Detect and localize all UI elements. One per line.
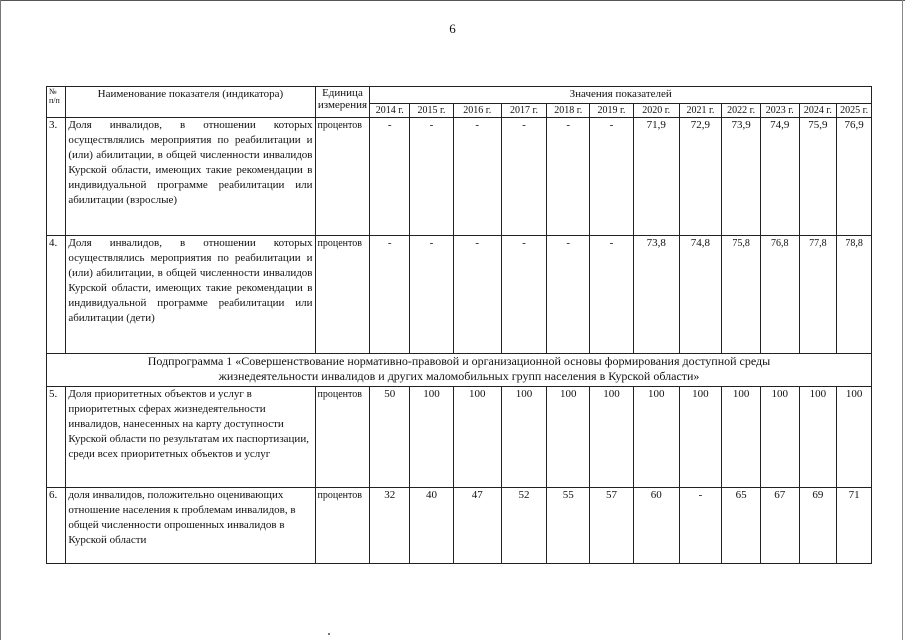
subprogram-heading: [47, 354, 872, 387]
value-cell: 74,8: [679, 236, 722, 354]
value-cell: 100: [799, 387, 837, 488]
header-num: № п/п: [47, 87, 66, 118]
value-cell: -: [410, 236, 454, 354]
header-year: 2021 г.: [679, 104, 722, 118]
value-cell: -: [501, 118, 547, 236]
indicator-name: доля инвалидов, положительно оценивающих отношение населения к проблемам инвалидов, в общей численности опрошенных инвалидов в Курской области: [66, 488, 315, 564]
subprogram-line: жизнедеятельности инвалидов и других маломобильных групп населения в Курской области»: [218, 369, 700, 383]
unit-cell: процентов: [315, 118, 370, 236]
table-row: [47, 488, 872, 564]
header-year: 2015 г.: [410, 104, 454, 118]
row-number: 4.: [47, 236, 66, 354]
value-cell: 65: [722, 488, 761, 564]
table-row: [47, 118, 872, 236]
value-cell: 78,8: [837, 236, 872, 354]
value-cell: 73,8: [633, 236, 679, 354]
value-cell: 74,9: [760, 118, 799, 236]
value-cell: -: [590, 118, 634, 236]
subprogram-row: [47, 354, 872, 387]
value-cell: 100: [633, 387, 679, 488]
header-year: 2020 г.: [633, 104, 679, 118]
page-edge: [0, 0, 905, 1]
value-cell: -: [453, 118, 501, 236]
value-cell: 100: [760, 387, 799, 488]
value-cell: -: [370, 118, 410, 236]
header-year: 2019 г.: [590, 104, 634, 118]
unit-cell: процентов: [315, 488, 370, 564]
page-number: 6: [449, 21, 456, 36]
value-cell: 32: [370, 488, 410, 564]
indicator-name: Доля инвалидов, в отношении которых осуществлялись мероприятия по реабилитации и (или) абилитации, в общей численности инвалидов Курской области, имеющих такие рекомендации в индивидуальной программе реабилитации или абилитации (взрослые): [66, 118, 315, 236]
value-cell: 55: [547, 488, 590, 564]
value-cell: 52: [501, 488, 547, 564]
indicator-name: Доля инвалидов, в отношении которых осуществлялись мероприятия по реабилитации и (или) абилитации, в общей численности инвалидов Курской области, имеющих такие рекомендации в индивидуальной программе реабилитации или абилитации (дети): [66, 236, 315, 354]
header-year: 2024 г.: [799, 104, 837, 118]
page-edge: [902, 0, 903, 640]
value-cell: 100: [501, 387, 547, 488]
header-year: 2018 г.: [547, 104, 590, 118]
value-cell: -: [590, 236, 634, 354]
value-cell: -: [453, 236, 501, 354]
value-cell: 50: [370, 387, 410, 488]
value-cell: 100: [679, 387, 722, 488]
header-year: 2014 г.: [370, 104, 410, 118]
value-cell: 75,9: [799, 118, 837, 236]
value-cell: -: [547, 236, 590, 354]
value-cell: 71,9: [633, 118, 679, 236]
header-year: 2022 г.: [722, 104, 761, 118]
value-cell: 72,9: [679, 118, 722, 236]
value-cell: -: [410, 118, 454, 236]
value-cell: 40: [410, 488, 454, 564]
unit-cell: процентов: [315, 387, 370, 488]
value-cell: 76,8: [760, 236, 799, 354]
value-cell: 100: [547, 387, 590, 488]
value-cell: 100: [837, 387, 872, 488]
value-cell: 100: [722, 387, 761, 488]
value-cell: 60: [633, 488, 679, 564]
value-cell: -: [501, 236, 547, 354]
row-number: 3.: [47, 118, 66, 236]
page-edge: [0, 0, 1, 640]
header-year: 2017 г.: [501, 104, 547, 118]
header-year: 2016 г.: [453, 104, 501, 118]
value-cell: 57: [590, 488, 634, 564]
value-cell: 73,9: [722, 118, 761, 236]
row-number: 6.: [47, 488, 66, 564]
value-cell: 69: [799, 488, 837, 564]
value-cell: 75,8: [722, 236, 761, 354]
value-cell: -: [370, 236, 410, 354]
value-cell: 71: [837, 488, 872, 564]
value-cell: 76,9: [837, 118, 872, 236]
indicators-table: [46, 86, 872, 564]
unit-cell: процентов: [315, 236, 370, 354]
value-cell: 100: [410, 387, 454, 488]
header-values: Значения показателей: [370, 87, 872, 104]
value-cell: 47: [453, 488, 501, 564]
value-cell: 100: [453, 387, 501, 488]
row-number: 5.: [47, 387, 66, 488]
scan-speck: [328, 633, 330, 635]
header-name: Наименование показателя (индикатора): [66, 87, 315, 118]
table-row: [47, 387, 872, 488]
header-year: 2025 г.: [837, 104, 872, 118]
header-year: 2023 г.: [760, 104, 799, 118]
value-cell: 67: [760, 488, 799, 564]
value-cell: -: [547, 118, 590, 236]
value-cell: -: [679, 488, 722, 564]
value-cell: 77,8: [799, 236, 837, 354]
subprogram-line: Подпрограмма 1 «Совершенствование нормативно-правовой и организационной основы формирования доступной среды: [147, 354, 771, 368]
table-row: [47, 236, 872, 354]
value-cell: 100: [590, 387, 634, 488]
header-unit: Единица измерения: [315, 87, 370, 118]
indicator-name: Доля приоритетных объектов и услуг в приоритетных сферах жизнедеятельности инвалидов, нанесенных на карту доступности Курской области по результатам их паспортизации, среди всех приоритетных объектов и услуг: [66, 387, 315, 488]
